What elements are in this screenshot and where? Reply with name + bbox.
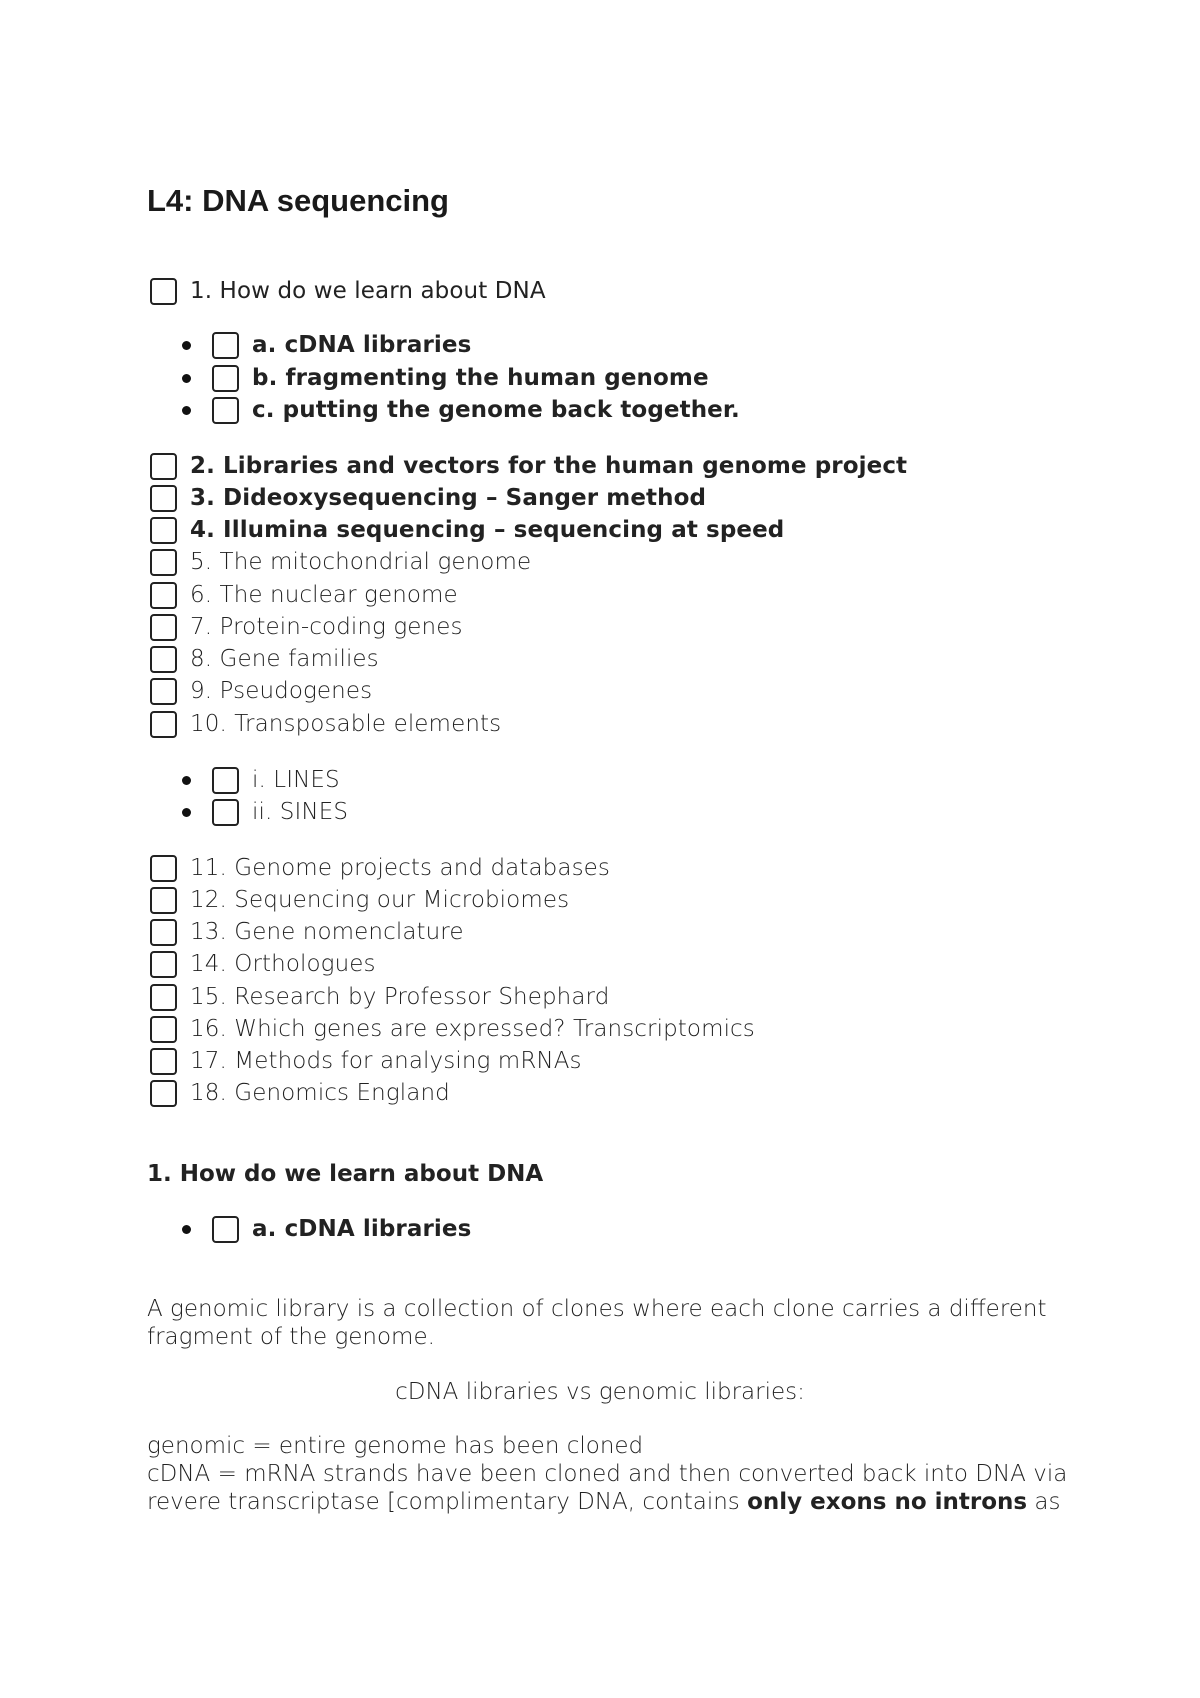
centered-heading: cDNA libraries vs genomic libraries: — [395, 1379, 805, 1405]
toc-item-label: a. cDNA libraries — [252, 332, 472, 358]
checkbox[interactable] — [150, 278, 177, 305]
toc-item-9 — [150, 675, 372, 707]
bullet-icon — [182, 374, 191, 383]
checkbox[interactable] — [150, 984, 177, 1011]
toc-item-7 — [150, 611, 463, 643]
toc-item-4 — [150, 514, 784, 546]
toc-item-label: 3. Dideoxysequencing – Sanger method — [190, 485, 707, 511]
checkbox[interactable] — [150, 517, 177, 544]
checkbox[interactable] — [150, 453, 177, 480]
toc-item-10 — [150, 708, 501, 740]
line-revere-start: revere transcriptase [complimentary DNA, contains — [147, 1489, 748, 1515]
toc-item-label: 1. How do we learn about DNA — [190, 278, 546, 304]
line-genomic: genomic = entire genome has been cloned — [147, 1433, 644, 1459]
toc-item-label: 4. Illumina sequencing – sequencing at speed — [190, 517, 785, 543]
toc-item-label: 18. Genomics England — [190, 1080, 450, 1106]
toc-item-label: 15. Research by Professor Shephard — [190, 984, 610, 1010]
toc-item-5 — [150, 546, 531, 578]
toc-item-label: 2. Libraries and vectors for the human genome project — [190, 453, 908, 479]
toc-item-label: 5. The mitochondrial genome — [190, 549, 532, 575]
checkbox[interactable] — [212, 397, 239, 424]
toc-item-label: 8. Gene families — [190, 646, 379, 672]
definition-list — [147, 1432, 1087, 1516]
toc-subitem-a — [182, 329, 471, 361]
toc-subitem-c — [182, 394, 740, 426]
section-subitem-a — [182, 1213, 471, 1245]
paragraph-genomic-library: A genomic library is a collection of clones where each clone carries a different fragment of the genome. — [147, 1296, 1047, 1350]
section-heading: 1. How do we learn about DNA — [147, 1161, 544, 1187]
toc-item-label: 7. Protein-coding genes — [190, 614, 463, 640]
bold-phrase: only exons no introns — [747, 1489, 1028, 1515]
toc-item-16 — [150, 1013, 755, 1045]
line-cdna: cDNA = mRNA strands have been cloned and then converted back into DNA via — [147, 1461, 1068, 1487]
toc-item-1 — [150, 275, 546, 307]
toc-item-label: 11. Genome projects and databases — [190, 855, 610, 881]
checkbox[interactable] — [150, 549, 177, 576]
toc-item-18 — [150, 1077, 450, 1109]
toc-subitem-b — [182, 362, 709, 394]
toc-item-11 — [150, 852, 610, 884]
toc-subitem-i — [182, 764, 340, 796]
checkbox[interactable] — [150, 887, 177, 914]
checkbox[interactable] — [150, 582, 177, 609]
toc-item-label: 6. The nuclear genome — [190, 582, 458, 608]
page-title: L4: DNA sequencing — [147, 183, 449, 218]
toc-item-label: ii. SINES — [252, 799, 349, 825]
toc-subitem-ii — [182, 796, 348, 828]
checkbox[interactable] — [150, 646, 177, 673]
toc-item-15 — [150, 981, 609, 1013]
checkbox[interactable] — [150, 1080, 177, 1107]
checkbox[interactable] — [150, 711, 177, 738]
checkbox[interactable] — [150, 919, 177, 946]
toc-item-label: 13. Gene nomenclature — [190, 919, 464, 945]
bullet-icon — [182, 776, 191, 785]
checkbox[interactable] — [150, 951, 177, 978]
toc-item-13 — [150, 916, 464, 948]
toc-item-8 — [150, 643, 379, 675]
checkbox[interactable] — [212, 767, 239, 794]
section-subitem-label: a. cDNA libraries — [252, 1216, 472, 1242]
toc-item-3 — [150, 482, 706, 514]
toc-item-label: 12. Sequencing our Microbiomes — [190, 887, 570, 913]
toc-item-label: 14. Orthologues — [190, 951, 376, 977]
checkbox[interactable] — [212, 799, 239, 826]
line-revere-end: as — [1027, 1489, 1061, 1515]
toc-item-label: 10. Transposable elements — [190, 711, 502, 737]
bullet-icon — [182, 808, 191, 817]
toc-item-label: i. LINES — [252, 767, 340, 793]
toc-item-2 — [150, 450, 907, 482]
bullet-icon — [182, 341, 191, 350]
bullet-icon — [182, 1225, 191, 1234]
bullet-icon — [182, 406, 191, 415]
toc-item-label: c. putting the genome back together. — [252, 397, 740, 423]
checkbox[interactable] — [212, 332, 239, 359]
checkbox[interactable] — [150, 855, 177, 882]
toc-item-17 — [150, 1045, 582, 1077]
checkbox[interactable] — [212, 1216, 239, 1243]
toc-item-6 — [150, 579, 458, 611]
checkbox[interactable] — [150, 485, 177, 512]
toc-item-12 — [150, 884, 569, 916]
checkbox[interactable] — [150, 678, 177, 705]
toc-item-label: 17. Methods for analysing mRNAs — [190, 1048, 582, 1074]
checkbox[interactable] — [212, 365, 239, 392]
checkbox[interactable] — [150, 614, 177, 641]
toc-item-label: b. fragmenting the human genome — [252, 365, 709, 391]
toc-item-label: 16. Which genes are expressed? Transcriptomics — [190, 1016, 755, 1042]
toc-item-14 — [150, 948, 376, 980]
toc-item-label: 9. Pseudogenes — [190, 678, 373, 704]
checkbox[interactable] — [150, 1016, 177, 1043]
checkbox[interactable] — [150, 1048, 177, 1075]
